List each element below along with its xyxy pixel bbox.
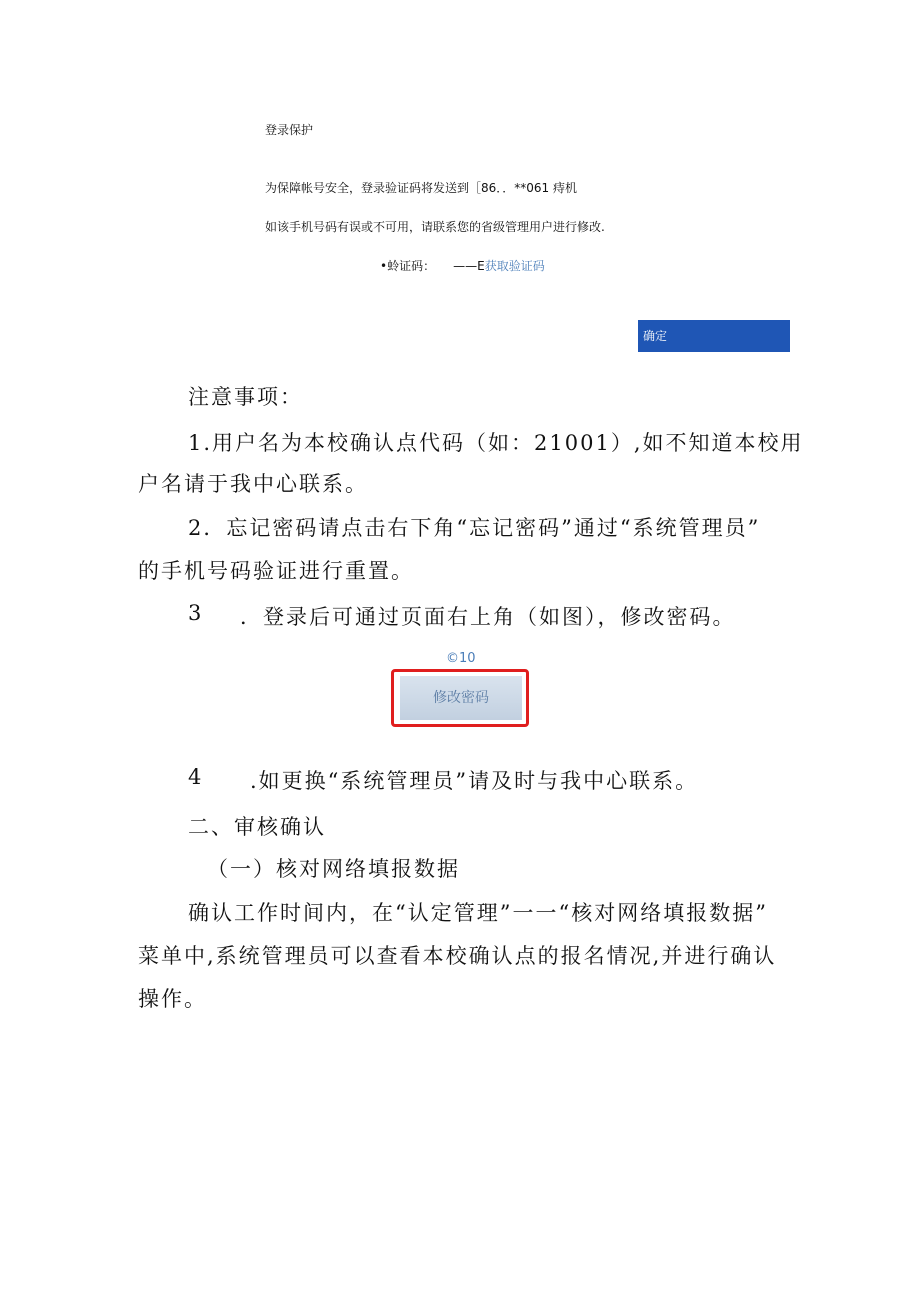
note-4-number: 4	[188, 765, 204, 789]
note-3-number: 3	[188, 601, 204, 625]
section-2-subheading: （一）核对网络填报数据	[207, 857, 460, 881]
figure-badge: ©10	[446, 651, 476, 666]
change-password-button[interactable]: 修改密码	[400, 676, 522, 720]
section-2-para-line-1: 确认工作时间内，在“认定管理”一一“核对网络填报数据”	[188, 901, 768, 925]
note-1-line-2: 户名请于我中心联系。	[138, 472, 368, 496]
login-protection-title: 登录保护	[265, 123, 314, 137]
notes-heading: 注意事项：	[188, 385, 303, 409]
section-2-para-line-2: 菜单中,系统管理员可以查看本校确认点的报名情况,并进行确认	[138, 944, 777, 968]
section-2-para-line-3: 操作。	[138, 987, 207, 1011]
note-2-line-1: 2．忘记密码请点击右下角“忘记密码”通过“系统管理员”	[188, 516, 761, 540]
section-2-heading: 二、审核确认	[188, 815, 326, 839]
note-4-text: .如更换“系统管理员”请及时与我中心联系。	[250, 769, 699, 793]
verification-code-label: •蛉证码：	[380, 259, 436, 273]
verification-notice: 为保障帐号安全，登录验证码将发送到［86．．**061 痔机	[265, 181, 577, 195]
note-1-line-1: 1.用户名为本校确认点代码（如：21001）,如不知道本校用	[188, 431, 804, 455]
verification-code-field[interactable]: ——E	[453, 259, 485, 273]
verification-code-row	[380, 257, 545, 274]
note-3-text: ．登录后可通过页面右上角（如图），修改密码。	[240, 605, 736, 629]
note-2-line-2: 的手机号码验证进行重置。	[138, 559, 414, 583]
contact-admin-notice: 如该手机号码有误或不可用，请联系您的省级管理用户进行修改.	[265, 220, 605, 234]
get-code-link[interactable]: 获取验证码	[484, 259, 545, 273]
confirm-button[interactable]: 确定	[638, 320, 790, 352]
